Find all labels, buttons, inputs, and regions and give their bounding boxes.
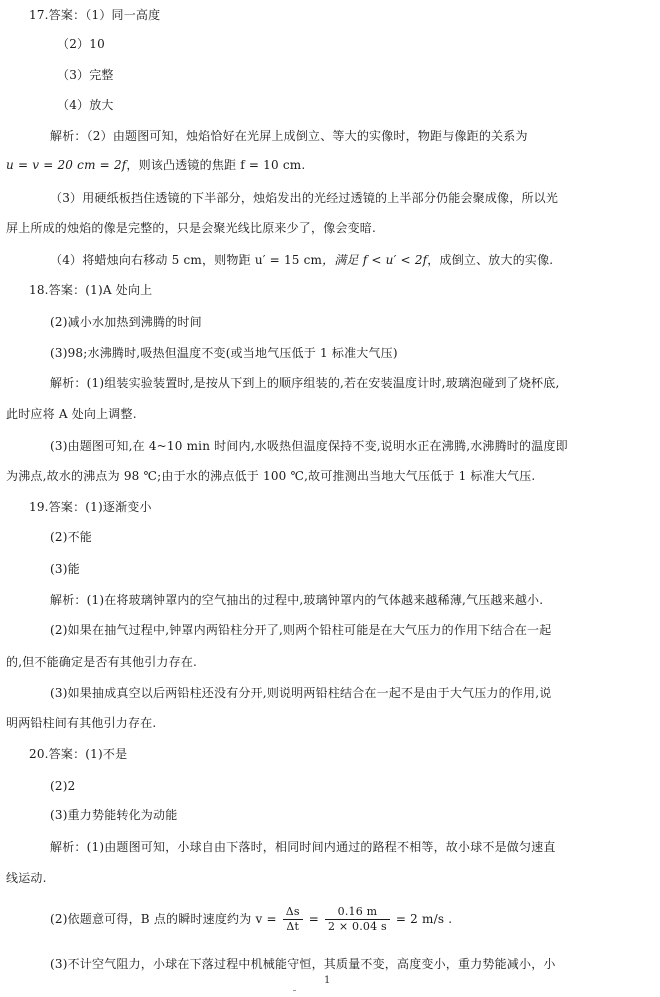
q17-explain-3 bbox=[50, 251, 553, 269]
q20-answer-2: (2)2 bbox=[50, 779, 76, 793]
q20-explain-2-text: (2)依题意可得，B 点的瞬时速度约为 v = bbox=[50, 912, 277, 926]
q17-explain-2-line2: 屏上所成的烛焰的像是完整的，只是会聚光线比原来少了，像会变暗. bbox=[6, 221, 377, 235]
q17-explain-1-line2 bbox=[6, 156, 305, 174]
footer-mark bbox=[293, 990, 296, 991]
q17-formula-1: u = v = 20 cm = 2f bbox=[6, 158, 127, 172]
q17-answer-3: （3）完整 bbox=[57, 68, 114, 82]
q20-explain-1-line1: 解析：(1)由题图可知，小球自由下落时，相同时间内通过的路程不相等，故小球不是做匀速直 bbox=[50, 840, 556, 854]
delta-s: Δs bbox=[283, 905, 303, 920]
q19-explain-2-line1: (2)如果在抽气过程中,钟罩内两铅柱分开了,则两个铅柱可能是在大气压力的作用下结合在一起 bbox=[50, 623, 552, 637]
q17-explain-2-line1: （3）用硬纸板挡住透镜的下半部分，烛焰发出的光经过透镜的上半部分仍能会聚成像，所以光 bbox=[50, 191, 559, 205]
q19-explain-3-line2: 明两铅柱间有其他引力存在. bbox=[6, 716, 157, 730]
q20-explain-1-line2: 线运动. bbox=[6, 871, 47, 885]
numeric-fraction bbox=[325, 905, 390, 934]
delta-s-over-delta-t bbox=[283, 905, 303, 934]
q19-explain-2-line2: 的,但不能确定是否有其他引力存在. bbox=[6, 655, 198, 669]
delta-t: Δt bbox=[286, 920, 300, 933]
q17-focal-length: ，则该凸透镜的焦距 f = 10 cm. bbox=[126, 158, 306, 172]
q17-explain-3a: （4）将蜡烛向右移动 5 cm，则物距 u′ = 15 cm bbox=[50, 253, 323, 267]
q17-answer-title: 17.答案：（1）同一高度 bbox=[29, 8, 161, 22]
q20-answer-title: 20.答案：(1)不是 bbox=[29, 747, 128, 761]
q17-answer-2: （2）10 bbox=[57, 37, 105, 51]
q18-answer-title: 18.答案：(1)A 处向上 bbox=[29, 283, 153, 297]
q20-explain-2 bbox=[50, 899, 452, 939]
q18-answer-3: (3)98;水沸腾时,吸热但温度不变(或当地气压低于 1 标准大气压) bbox=[50, 346, 398, 360]
q17-explain-1-line1: 解析：（2）由题图可知，烛焰恰好在光屏上成倒立、等大的实像时，物距与像距的关系为 bbox=[50, 129, 528, 143]
q20-explain-3: (3)不计空气阻力，小球在下落过程中机械能守恒，其质量不变，高度变小，重力势能减小，小 bbox=[50, 957, 556, 971]
q19-explain-3-line1: (3)如果抽成真空以后两铅柱还没有分开,则说明两铅柱结合在一起不是由于大气压力的作用,说 bbox=[50, 686, 552, 700]
distance-value: 0.16 m bbox=[325, 905, 390, 920]
q19-answer-3: (3)能 bbox=[50, 562, 80, 576]
q20-answer-3: (3)重力势能转化为动能 bbox=[50, 808, 178, 822]
q17-answer-4: （4）放大 bbox=[57, 98, 114, 112]
equals-sign: = bbox=[308, 912, 319, 926]
q17-explain-3b: ，满足 f < u′ < 2f bbox=[322, 253, 428, 267]
q18-answer-2: (2)减小水加热到沸腾的时间 bbox=[50, 315, 202, 329]
q19-answer-title: 19.答案：(1)逐渐变小 bbox=[29, 500, 152, 514]
q18-explain-1-line2: 此时应将 A 处向上调整. bbox=[6, 407, 137, 421]
time-value: 2 × 0.04 s bbox=[328, 920, 387, 933]
q19-explain-1: 解析：(1)在将玻璃钟罩内的空气抽出的过程中,玻璃钟罩内的气体越来越稀薄,气压越来越小. bbox=[50, 593, 544, 607]
page-number: 1 bbox=[324, 975, 331, 986]
q18-explain-2-line2: 为沸点,故水的沸点为 98 ℃;由于水的沸点低于 100 ℃,故可推测出当地大气压低于 1 标准大气压. bbox=[6, 469, 536, 483]
velocity-result: = 2 m/s . bbox=[395, 912, 453, 926]
q19-answer-2: (2)不能 bbox=[50, 530, 92, 544]
q17-explain-3c: ，成倒立、放大的实像. bbox=[427, 253, 554, 267]
q18-explain-1-line1: 解析：(1)组装实验装置时,是按从下到上的顺序组装的,若在安装温度计时,玻璃泡碰到了烧杯底, bbox=[50, 376, 560, 390]
q18-explain-2-line1: (3)由题图可知,在 4~10 min 时间内,水吸热但温度保持不变,说明水正在沸腾,水沸腾时的温度即 bbox=[50, 439, 568, 453]
